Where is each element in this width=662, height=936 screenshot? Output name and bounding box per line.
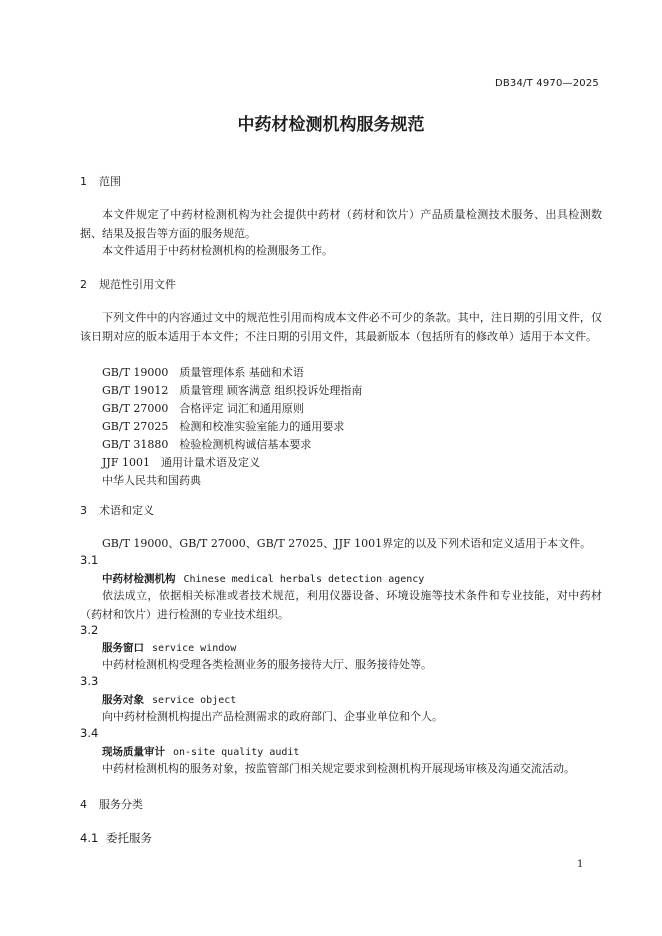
term-heading bbox=[102, 692, 236, 707]
reference-item: GB/T 19000 质量管理体系 基础和术语 bbox=[102, 366, 304, 379]
document-title: 中药材检测机构服务规范 bbox=[237, 115, 425, 135]
section-title: 服务分类 bbox=[99, 798, 143, 811]
references-intro: 下列文件中的内容通过文中的规范性引用而构成本文件必不可少的条款。其中，注日期的引用文件，仅该日期对应的版本适用于本文件；不注日期的引用文件，其最新版本（包括所有的修改单）适用于本文件。 bbox=[80, 311, 602, 343]
term-number: 3.2 bbox=[80, 623, 99, 637]
term-chinese: 现场质量审计 bbox=[102, 746, 165, 758]
term-chinese: 中药材检测机构 bbox=[102, 573, 176, 585]
section-number: 2 bbox=[80, 278, 87, 291]
section-number: 1 bbox=[80, 175, 87, 188]
section-4-1-heading bbox=[80, 830, 152, 846]
scope-paragraph: 本文件适用于中药材检测机构的检测服务工作。 bbox=[102, 244, 333, 257]
document-code: DB34/T 4970—2025 bbox=[494, 78, 599, 89]
term-heading bbox=[102, 744, 299, 759]
term-english: service window bbox=[152, 643, 237, 654]
term-english: on-site quality audit bbox=[173, 747, 300, 758]
section-4-heading bbox=[80, 796, 143, 812]
section-number: 3 bbox=[80, 504, 87, 517]
reference-item: GB/T 27000 合格评定 词汇和通用原则 bbox=[102, 402, 304, 415]
scope-paragraph: 本文件规定了中药材检测机构为社会提供中药材（药材和饮片）产品质量检测技术服务、出具检测数据、结果及报告等方面的服务规范。 bbox=[80, 208, 602, 240]
page-number: 1 bbox=[577, 859, 584, 870]
term-definition: 中药材检测机构的服务对象，按监管部门相关规定要求到检测机构开展现场审核及沟通交流活动。 bbox=[102, 762, 575, 775]
term-chinese: 服务对象 bbox=[102, 694, 144, 706]
section-title: 范围 bbox=[99, 175, 121, 188]
term-chinese: 服务窗口 bbox=[102, 642, 144, 654]
term-number: 3.1 bbox=[80, 553, 99, 567]
reference-item: GB/T 27025 检测和校准实验室能力的通用要求 bbox=[102, 420, 345, 433]
term-number: 3.3 bbox=[80, 674, 99, 688]
section-1-heading bbox=[80, 173, 121, 189]
section-3-heading bbox=[80, 502, 154, 518]
section-2-heading bbox=[80, 276, 176, 292]
term-english: Chinese medical herbals detection agency bbox=[183, 574, 425, 585]
term-heading bbox=[102, 571, 424, 586]
term-heading bbox=[102, 640, 236, 655]
reference-item: JJF 1001 通用计量术语及定义 bbox=[102, 456, 260, 469]
section-title: 规范性引用文件 bbox=[99, 278, 176, 291]
terms-intro: GB/T 19000、GB/T 27000、GB/T 27025、JJF 1001界定的以及下列术语和定义适用于本文件。 bbox=[102, 537, 592, 550]
term-english: service object bbox=[152, 695, 237, 706]
section-number: 4 bbox=[80, 798, 87, 811]
term-number: 3.4 bbox=[80, 726, 99, 740]
reference-item: 中华人民共和国药典 bbox=[102, 474, 201, 487]
section-title: 委托服务 bbox=[106, 831, 152, 845]
section-number: 4.1 bbox=[80, 831, 99, 845]
term-definition: 中药材检测机构受理各类检测业务的服务接待大厅、服务接待处等。 bbox=[102, 658, 432, 671]
term-definition: 向中药材检测机构提出产品检测需求的政府部门、企事业单位和个人。 bbox=[102, 710, 443, 723]
term-definition: 依法成立，依据相关标准或者技术规范，利用仪器设备、环境设施等技术条件和专业技能，对中药材（药材和饮片）进行检测的专业技术组织。 bbox=[80, 589, 602, 621]
reference-item: GB/T 19012 质量管理 顾客满意 组织投诉处理指南 bbox=[102, 384, 363, 397]
reference-item: GB/T 31880 检验检测机构诚信基本要求 bbox=[102, 438, 312, 451]
section-title: 术语和定义 bbox=[99, 504, 154, 517]
